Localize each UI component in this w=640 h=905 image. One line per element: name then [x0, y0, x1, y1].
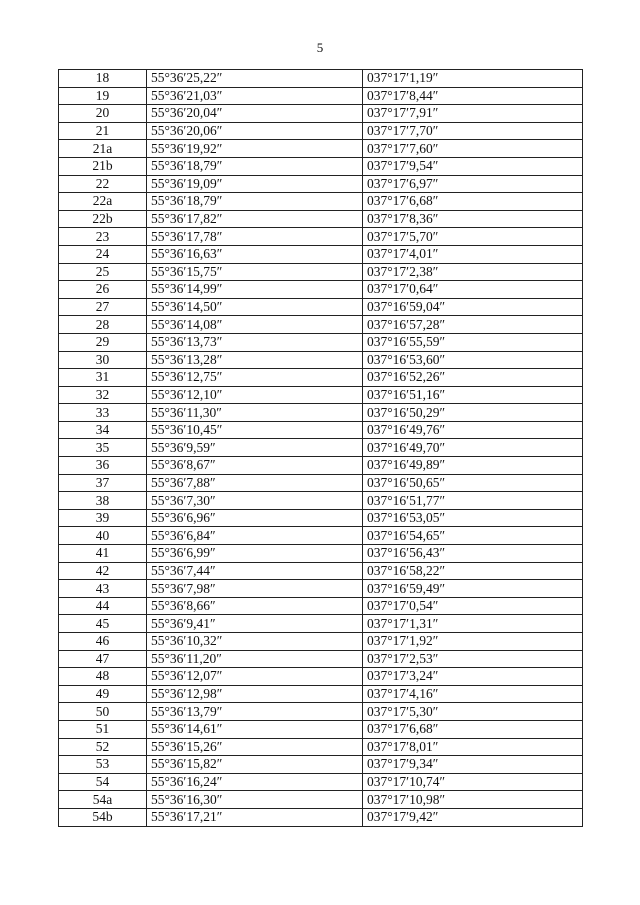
table-row: [59, 87, 583, 105]
latitude-cell: 55°36′7,88″: [147, 474, 363, 492]
longitude-cell: 037°17′2,53″: [363, 650, 583, 668]
longitude-cell: 037°16′57,28″: [363, 316, 583, 334]
longitude-cell: 037°17′4,01″: [363, 245, 583, 263]
latitude-cell: 55°36′11,30″: [147, 404, 363, 422]
table-row: [59, 474, 583, 492]
point-number-cell: 21b: [59, 157, 147, 175]
latitude-cell: 55°36′6,84″: [147, 527, 363, 545]
point-number-cell: 34: [59, 421, 147, 439]
table-row: [59, 175, 583, 193]
point-number-cell: 42: [59, 562, 147, 580]
latitude-cell: 55°36′25,22″: [147, 70, 363, 88]
table-row: [59, 633, 583, 651]
point-number-cell: 49: [59, 685, 147, 703]
longitude-cell: 037°17′0,54″: [363, 597, 583, 615]
longitude-cell: 037°17′9,34″: [363, 756, 583, 774]
point-number-cell: 47: [59, 650, 147, 668]
latitude-cell: 55°36′10,45″: [147, 421, 363, 439]
latitude-cell: 55°36′7,98″: [147, 580, 363, 598]
point-number-cell: 54: [59, 773, 147, 791]
table-row: [59, 439, 583, 457]
point-number-cell: 35: [59, 439, 147, 457]
point-number-cell: 45: [59, 615, 147, 633]
table-row: [59, 720, 583, 738]
latitude-cell: 55°36′9,41″: [147, 615, 363, 633]
latitude-cell: 55°36′16,63″: [147, 245, 363, 263]
table-row: [59, 668, 583, 686]
longitude-cell: 037°17′5,30″: [363, 703, 583, 721]
table-row: [59, 316, 583, 334]
point-number-cell: 48: [59, 668, 147, 686]
table-row: [59, 562, 583, 580]
latitude-cell: 55°36′9,59″: [147, 439, 363, 457]
point-number-cell: 29: [59, 333, 147, 351]
point-number-cell: 36: [59, 457, 147, 475]
longitude-cell: 037°16′58,22″: [363, 562, 583, 580]
table-row: [59, 140, 583, 158]
latitude-cell: 55°36′13,79″: [147, 703, 363, 721]
point-number-cell: 27: [59, 298, 147, 316]
longitude-cell: 037°17′5,70″: [363, 228, 583, 246]
longitude-cell: 037°16′49,76″: [363, 421, 583, 439]
table-row: [59, 545, 583, 563]
point-number-cell: 23: [59, 228, 147, 246]
latitude-cell: 55°36′19,92″: [147, 140, 363, 158]
longitude-cell: 037°17′9,42″: [363, 808, 583, 826]
latitude-cell: 55°36′18,79″: [147, 157, 363, 175]
longitude-cell: 037°16′59,49″: [363, 580, 583, 598]
table-row: [59, 228, 583, 246]
point-number-cell: 44: [59, 597, 147, 615]
table-row: [59, 369, 583, 387]
point-number-cell: 46: [59, 633, 147, 651]
point-number-cell: 22b: [59, 210, 147, 228]
longitude-cell: 037°17′4,16″: [363, 685, 583, 703]
point-number-cell: 37: [59, 474, 147, 492]
table-row: [59, 615, 583, 633]
table-row: [59, 281, 583, 299]
point-number-cell: 52: [59, 738, 147, 756]
longitude-cell: 037°17′6,97″: [363, 175, 583, 193]
point-number-cell: 51: [59, 720, 147, 738]
longitude-cell: 037°17′10,98″: [363, 791, 583, 809]
longitude-cell: 037°16′52,26″: [363, 369, 583, 387]
point-number-cell: 32: [59, 386, 147, 404]
point-number-cell: 21: [59, 122, 147, 140]
point-number-cell: 31: [59, 369, 147, 387]
table-row: [59, 333, 583, 351]
point-number-cell: 20: [59, 105, 147, 123]
latitude-cell: 55°36′18,79″: [147, 193, 363, 211]
longitude-cell: 037°16′49,70″: [363, 439, 583, 457]
latitude-cell: 55°36′11,20″: [147, 650, 363, 668]
latitude-cell: 55°36′7,30″: [147, 492, 363, 510]
longitude-cell: 037°17′1,19″: [363, 70, 583, 88]
latitude-cell: 55°36′13,28″: [147, 351, 363, 369]
table-row: [59, 122, 583, 140]
latitude-cell: 55°36′12,07″: [147, 668, 363, 686]
table-row: [59, 492, 583, 510]
table-row: [59, 703, 583, 721]
longitude-cell: 037°17′7,60″: [363, 140, 583, 158]
table-row: [59, 210, 583, 228]
longitude-cell: 037°16′51,16″: [363, 386, 583, 404]
latitude-cell: 55°36′14,99″: [147, 281, 363, 299]
table-row: [59, 70, 583, 88]
point-number-cell: 25: [59, 263, 147, 281]
page-number: 5: [316, 40, 324, 55]
table-row: [59, 386, 583, 404]
longitude-cell: 037°16′56,43″: [363, 545, 583, 563]
latitude-cell: 55°36′19,09″: [147, 175, 363, 193]
point-number-cell: 54a: [59, 791, 147, 809]
table-row: [59, 404, 583, 422]
point-number-cell: 50: [59, 703, 147, 721]
longitude-cell: 037°17′6,68″: [363, 193, 583, 211]
longitude-cell: 037°17′8,01″: [363, 738, 583, 756]
table-row: [59, 298, 583, 316]
longitude-cell: 037°16′50,29″: [363, 404, 583, 422]
longitude-cell: 037°17′8,36″: [363, 210, 583, 228]
longitude-cell: 037°17′7,91″: [363, 105, 583, 123]
point-number-cell: 22a: [59, 193, 147, 211]
latitude-cell: 55°36′17,21″: [147, 808, 363, 826]
longitude-cell: 037°17′2,38″: [363, 263, 583, 281]
latitude-cell: 55°36′12,10″: [147, 386, 363, 404]
table-row: [59, 580, 583, 598]
longitude-cell: 037°17′1,31″: [363, 615, 583, 633]
point-number-cell: 54b: [59, 808, 147, 826]
longitude-cell: 037°17′0,64″: [363, 281, 583, 299]
table-row: [59, 597, 583, 615]
latitude-cell: 55°36′17,82″: [147, 210, 363, 228]
point-number-cell: 18: [59, 70, 147, 88]
point-number-cell: 24: [59, 245, 147, 263]
latitude-cell: 55°36′15,82″: [147, 756, 363, 774]
table-row: [59, 193, 583, 211]
longitude-cell: 037°17′8,44″: [363, 87, 583, 105]
table-row: [59, 509, 583, 527]
point-number-cell: 40: [59, 527, 147, 545]
longitude-cell: 037°17′9,54″: [363, 157, 583, 175]
point-number-cell: 26: [59, 281, 147, 299]
latitude-cell: 55°36′16,24″: [147, 773, 363, 791]
longitude-cell: 037°17′10,74″: [363, 773, 583, 791]
latitude-cell: 55°36′13,73″: [147, 333, 363, 351]
point-number-cell: 38: [59, 492, 147, 510]
point-number-cell: 19: [59, 87, 147, 105]
latitude-cell: 55°36′17,78″: [147, 228, 363, 246]
latitude-cell: 55°36′14,08″: [147, 316, 363, 334]
table-row: [59, 157, 583, 175]
latitude-cell: 55°36′20,06″: [147, 122, 363, 140]
longitude-cell: 037°16′49,89″: [363, 457, 583, 475]
longitude-cell: 037°16′53,60″: [363, 351, 583, 369]
latitude-cell: 55°36′21,03″: [147, 87, 363, 105]
latitude-cell: 55°36′20,04″: [147, 105, 363, 123]
longitude-cell: 037°16′51,77″: [363, 492, 583, 510]
longitude-cell: 037°16′55,59″: [363, 333, 583, 351]
point-number-cell: 41: [59, 545, 147, 563]
latitude-cell: 55°36′15,26″: [147, 738, 363, 756]
latitude-cell: 55°36′8,66″: [147, 597, 363, 615]
table-row: [59, 773, 583, 791]
point-number-cell: 53: [59, 756, 147, 774]
longitude-cell: 037°16′53,05″: [363, 509, 583, 527]
point-number-cell: 22: [59, 175, 147, 193]
point-number-cell: 30: [59, 351, 147, 369]
latitude-cell: 55°36′6,99″: [147, 545, 363, 563]
longitude-cell: 037°17′3,24″: [363, 668, 583, 686]
table-row: [59, 685, 583, 703]
table-row: [59, 650, 583, 668]
point-number-cell: 43: [59, 580, 147, 598]
table-row: [59, 791, 583, 809]
table-row: [59, 105, 583, 123]
table-row: [59, 457, 583, 475]
latitude-cell: 55°36′10,32″: [147, 633, 363, 651]
table-row: [59, 263, 583, 281]
latitude-cell: 55°36′12,98″: [147, 685, 363, 703]
table-row: [59, 245, 583, 263]
latitude-cell: 55°36′14,50″: [147, 298, 363, 316]
latitude-cell: 55°36′6,96″: [147, 509, 363, 527]
coordinates-table: [58, 69, 583, 827]
longitude-cell: 037°17′7,70″: [363, 122, 583, 140]
latitude-cell: 55°36′14,61″: [147, 720, 363, 738]
latitude-cell: 55°36′15,75″: [147, 263, 363, 281]
longitude-cell: 037°16′50,65″: [363, 474, 583, 492]
longitude-cell: 037°17′1,92″: [363, 633, 583, 651]
latitude-cell: 55°36′16,30″: [147, 791, 363, 809]
latitude-cell: 55°36′7,44″: [147, 562, 363, 580]
point-number-cell: 39: [59, 509, 147, 527]
point-number-cell: 21a: [59, 140, 147, 158]
longitude-cell: 037°17′6,68″: [363, 720, 583, 738]
table-row: [59, 756, 583, 774]
latitude-cell: 55°36′8,67″: [147, 457, 363, 475]
table-row: [59, 527, 583, 545]
table-row: [59, 808, 583, 826]
point-number-cell: 33: [59, 404, 147, 422]
latitude-cell: 55°36′12,75″: [147, 369, 363, 387]
coordinates-table-body: [59, 70, 583, 827]
longitude-cell: 037°16′59,04″: [363, 298, 583, 316]
table-row: [59, 738, 583, 756]
longitude-cell: 037°16′54,65″: [363, 527, 583, 545]
point-number-cell: 28: [59, 316, 147, 334]
table-row: [59, 421, 583, 439]
table-row: [59, 351, 583, 369]
